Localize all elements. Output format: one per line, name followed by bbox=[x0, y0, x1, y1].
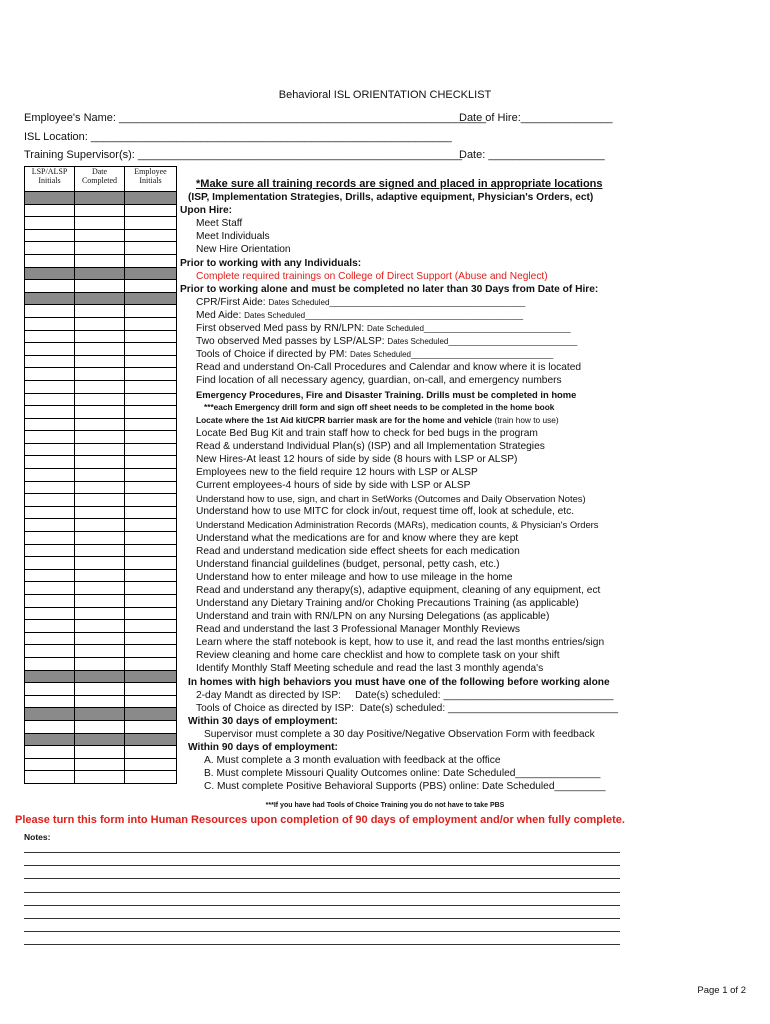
grid-row bbox=[25, 657, 177, 670]
employee-initials-cell[interactable] bbox=[125, 494, 177, 507]
grid-row bbox=[25, 418, 177, 431]
employee-initials-cell[interactable] bbox=[125, 532, 177, 545]
page-title: Behavioral ISL ORIENTATION CHECKLIST bbox=[278, 89, 492, 101]
lsp-initials-cell[interactable] bbox=[25, 695, 75, 708]
checklist-item: First observed Med pass by RN/LPN: Date Scheduled_________________________________ bbox=[196, 323, 571, 335]
lsp-initials-cell[interactable] bbox=[25, 355, 75, 368]
section-upon-hire: Upon Hire: bbox=[180, 205, 233, 217]
grid-row bbox=[25, 695, 177, 708]
lsp-initials-cell[interactable] bbox=[25, 254, 75, 267]
date-completed-cell[interactable] bbox=[75, 456, 125, 469]
isl-location-field[interactable]: ISL Location: ___________________________________________________________ bbox=[24, 131, 452, 143]
checklist-item: Understand how to use MITC for clock in/out, request time off, look at schedule, etc. bbox=[196, 506, 575, 518]
grid-row bbox=[25, 380, 177, 393]
lsp-initials-cell[interactable] bbox=[25, 418, 75, 431]
grid-row bbox=[25, 569, 177, 582]
date-completed-cell[interactable] bbox=[75, 280, 125, 293]
checklist-item: C. Must complete Positive Behavioral Supports (PBS) online: Date Scheduled_________ bbox=[204, 781, 606, 793]
checklist-subnote: ***each Emergency drill form and sign off sheet needs to be completed in the home book bbox=[204, 401, 555, 412]
employee-initials-cell[interactable] bbox=[125, 519, 177, 532]
date-completed-cell[interactable] bbox=[75, 254, 125, 267]
lsp-initials-cell[interactable] bbox=[25, 607, 75, 620]
employee-initials-cell[interactable] bbox=[125, 305, 177, 318]
date-completed-cell[interactable] bbox=[75, 217, 125, 230]
grid-row bbox=[25, 305, 177, 318]
checklist-item: Learn where the staff notebook is kept, how to use it, and read the last months entries/sign bbox=[196, 637, 605, 649]
grid-row bbox=[25, 456, 177, 469]
lsp-initials-cell[interactable] bbox=[25, 204, 75, 217]
lsp-initials-cell bbox=[25, 670, 75, 683]
date-completed-cell[interactable] bbox=[75, 506, 125, 519]
checklist-item: New Hire Orientation bbox=[196, 244, 291, 256]
date-completed-cell[interactable] bbox=[75, 431, 125, 444]
date-completed-cell[interactable] bbox=[75, 305, 125, 318]
date-field[interactable]: Date: ___________________ bbox=[459, 149, 605, 161]
grid-row bbox=[25, 469, 177, 482]
lsp-initials-cell[interactable] bbox=[25, 582, 75, 595]
lsp-initials-cell bbox=[25, 292, 75, 305]
date-completed-cell[interactable] bbox=[75, 481, 125, 494]
checklist-item: Understand financial guildelines (budget, personal, petty cash, etc.) bbox=[196, 558, 500, 570]
lsp-initials-cell[interactable] bbox=[25, 595, 75, 608]
employee-initials-cell[interactable] bbox=[125, 380, 177, 393]
grid-row bbox=[25, 758, 177, 771]
checklist-item: A. Must complete a 3 month evaluation with feedback at the office bbox=[204, 755, 501, 767]
date-completed-cell[interactable] bbox=[75, 355, 125, 368]
date-completed-cell[interactable] bbox=[75, 632, 125, 645]
lsp-initials-cell[interactable] bbox=[25, 280, 75, 293]
grid-row bbox=[25, 532, 177, 545]
checklist-item: Employees new to the field require 12 hours with LSP or ALSP bbox=[196, 467, 478, 479]
section-within-30-days: Within 30 days of employment: bbox=[188, 715, 338, 727]
grid-section-row bbox=[25, 292, 177, 305]
lsp-initials-cell[interactable] bbox=[25, 317, 75, 330]
date-completed-cell[interactable] bbox=[75, 317, 125, 330]
employee-initials-cell[interactable] bbox=[125, 746, 177, 759]
date-completed-cell[interactable] bbox=[75, 204, 125, 217]
checklist-item: Understand any Dietary Training and/or Choking Precautions Training (as applicable) bbox=[196, 598, 579, 609]
grid-row bbox=[25, 355, 177, 368]
date-completed-cell[interactable] bbox=[75, 406, 125, 419]
date-completed-cell[interactable] bbox=[75, 771, 125, 784]
employee-initials-cell[interactable] bbox=[125, 343, 177, 356]
lsp-initials-cell[interactable] bbox=[25, 494, 75, 507]
date-completed-cell[interactable] bbox=[75, 494, 125, 507]
date-completed-cell[interactable] bbox=[75, 695, 125, 708]
lsp-initials-cell[interactable] bbox=[25, 569, 75, 582]
lsp-initials-cell bbox=[25, 733, 75, 746]
employee-initials-cell[interactable] bbox=[125, 758, 177, 771]
grid-row bbox=[25, 632, 177, 645]
employee-initials-cell[interactable] bbox=[125, 607, 177, 620]
date-completed-cell[interactable] bbox=[75, 380, 125, 393]
grid-section-row bbox=[25, 670, 177, 683]
employee-initials-cell[interactable] bbox=[125, 456, 177, 469]
grid-row bbox=[25, 746, 177, 759]
checklist-item: Current employees-4 hours of side by side with LSP or ALSP bbox=[196, 480, 471, 492]
col-lsp-alsp-initials: LSP/ALSP Initials bbox=[25, 167, 75, 192]
employee-initials-cell[interactable] bbox=[125, 481, 177, 494]
lsp-initials-cell[interactable] bbox=[25, 380, 75, 393]
grid-row bbox=[25, 229, 177, 242]
checklist-item: Review cleaning and home care checklist and how to complete task on your shift bbox=[196, 650, 560, 662]
grid-row bbox=[25, 280, 177, 293]
notes-line[interactable] bbox=[24, 852, 620, 853]
lsp-initials-cell[interactable] bbox=[25, 481, 75, 494]
checklist-item: Understand Medication Administration Records (MARs), medication counts, & Physician's Orders bbox=[196, 519, 599, 531]
lsp-initials-cell[interactable] bbox=[25, 519, 75, 532]
employee-initials-cell[interactable] bbox=[125, 368, 177, 381]
employee-name-field[interactable]: Employee's Name: ____________________________________________________________ bbox=[24, 112, 487, 124]
lsp-initials-cell[interactable] bbox=[25, 532, 75, 545]
date-completed-cell[interactable] bbox=[75, 330, 125, 343]
lsp-initials-cell[interactable] bbox=[25, 229, 75, 242]
checklist-item: Med Aide: Dates Scheduled_________________________________________________ bbox=[196, 309, 524, 321]
employee-initials-cell[interactable] bbox=[125, 254, 177, 267]
grid-header-row bbox=[25, 167, 177, 192]
tools-of-choice-note: ***If you have had Tools of Choice Training you do not have to take PBS bbox=[265, 802, 505, 809]
employee-initials-cell[interactable] bbox=[125, 657, 177, 670]
employee-initials-cell[interactable] bbox=[125, 406, 177, 419]
grid-section-row bbox=[25, 708, 177, 721]
checklist-item: CPR/First Aide: Dates Scheduled____________________________________________ bbox=[196, 296, 526, 308]
grid-row bbox=[25, 771, 177, 784]
employee-initials-cell bbox=[125, 192, 177, 205]
grid-row bbox=[25, 217, 177, 230]
employee-initials-cell[interactable] bbox=[125, 204, 177, 217]
employee-initials-cell[interactable] bbox=[125, 695, 177, 708]
checklist-item: Read and understand the last 3 Professional Manager Monthly Reviews bbox=[196, 624, 520, 636]
employee-initials-cell[interactable] bbox=[125, 229, 177, 242]
date-completed-cell bbox=[75, 708, 125, 721]
col-employee-initials: Employee Initials bbox=[125, 167, 177, 192]
checklist-item: Understand how to enter mileage and how to use mileage in the home bbox=[196, 571, 513, 583]
instruction-subnote: (ISP, Implementation Strategies, Drills, adaptive equipment, Physician's Orders, ect) bbox=[188, 192, 594, 204]
lsp-initials-cell[interactable] bbox=[25, 469, 75, 482]
grid-row bbox=[25, 330, 177, 343]
checklist-item: Understand how to use, sign, and chart in SetWorks (Outcomes and Daily Observation Notes) bbox=[196, 493, 586, 505]
checklist-item: Emergency Procedures, Fire and Disaster Training. Drills must be completed in home bbox=[196, 388, 577, 400]
date-completed-cell[interactable] bbox=[75, 418, 125, 431]
date-of-hire-field[interactable]: Date of Hire:_______________ bbox=[459, 112, 613, 124]
checklist-item: B. Must complete Missouri Quality Outcomes online: Date Scheduled_______________ bbox=[204, 768, 601, 780]
grid-row bbox=[25, 557, 177, 570]
employee-initials-cell[interactable] bbox=[125, 557, 177, 570]
checklist-item: Read and understand medication side effect sheets for each medication bbox=[196, 545, 520, 557]
employee-initials-cell[interactable] bbox=[125, 443, 177, 456]
notes-label: Notes: bbox=[24, 832, 51, 842]
employee-initials-cell[interactable] bbox=[125, 620, 177, 633]
lsp-initials-cell[interactable] bbox=[25, 544, 75, 557]
checklist-item: Tools of Choice as directed by ISP: Date(s) scheduled: ______________________________ bbox=[196, 702, 618, 714]
instruction-note: *Make sure all training records are signed and placed in appropriate locations bbox=[196, 178, 603, 190]
notes-line[interactable] bbox=[24, 944, 620, 945]
employee-initials-cell[interactable] bbox=[125, 317, 177, 330]
lsp-initials-cell[interactable] bbox=[25, 657, 75, 670]
employee-initials-cell[interactable] bbox=[125, 355, 177, 368]
checklist-item: Two observed Med passes by LSP/ALSP: Dates Scheduled_____________________________ bbox=[196, 336, 578, 348]
col-date-completed: Date Completed bbox=[75, 167, 125, 192]
lsp-initials-cell bbox=[25, 192, 75, 205]
employee-initials-cell[interactable] bbox=[125, 595, 177, 608]
grid-row bbox=[25, 582, 177, 595]
grid-row bbox=[25, 683, 177, 696]
checklist-item: New Hires-At least 12 hours of side by side (8 hours with LSP or ALSP) bbox=[196, 453, 518, 465]
date-completed-cell[interactable] bbox=[75, 242, 125, 255]
grid-row bbox=[25, 242, 177, 255]
lsp-initials-cell[interactable] bbox=[25, 431, 75, 444]
employee-initials-cell[interactable] bbox=[125, 242, 177, 255]
notes-line[interactable] bbox=[24, 865, 620, 866]
lsp-initials-cell[interactable] bbox=[25, 456, 75, 469]
checklist-item-required: Complete required trainings on College of Direct Support (Abuse and Neglect) bbox=[196, 270, 548, 282]
employee-initials-cell[interactable] bbox=[125, 544, 177, 557]
date-completed-cell[interactable] bbox=[75, 720, 125, 733]
checklist-item: Supervisor must complete a 30 day Positive/Negative Observation Form with feedback bbox=[204, 728, 595, 740]
checklist-item: Understand and train with RN/LPN on any Nursing Delegations (as applicable) bbox=[196, 611, 550, 623]
date-completed-cell[interactable] bbox=[75, 443, 125, 456]
date-completed-cell[interactable] bbox=[75, 393, 125, 406]
lsp-initials-cell bbox=[25, 708, 75, 721]
grid-row bbox=[25, 506, 177, 519]
date-completed-cell[interactable] bbox=[75, 758, 125, 771]
employee-initials-cell[interactable] bbox=[125, 645, 177, 658]
date-completed-cell[interactable] bbox=[75, 746, 125, 759]
employee-initials-cell bbox=[125, 267, 177, 280]
checklist-item: Read and understand On-Call Procedures and Calendar and know where it is located bbox=[196, 362, 582, 374]
date-completed-cell[interactable] bbox=[75, 569, 125, 582]
notes-line[interactable] bbox=[24, 878, 620, 879]
date-completed-cell bbox=[75, 670, 125, 683]
grid-section-row bbox=[25, 192, 177, 205]
date-completed-cell[interactable] bbox=[75, 607, 125, 620]
date-completed-cell[interactable] bbox=[75, 657, 125, 670]
grid-row bbox=[25, 620, 177, 633]
grid-row bbox=[25, 317, 177, 330]
checklist-item: Meet Individuals bbox=[196, 231, 270, 243]
lsp-initials-cell[interactable] bbox=[25, 368, 75, 381]
lsp-initials-cell[interactable] bbox=[25, 683, 75, 696]
grid-row bbox=[25, 393, 177, 406]
date-completed-cell[interactable] bbox=[75, 519, 125, 532]
notes-line[interactable] bbox=[24, 918, 620, 919]
date-completed-cell[interactable] bbox=[75, 557, 125, 570]
date-completed-cell[interactable] bbox=[75, 620, 125, 633]
lsp-initials-cell[interactable] bbox=[25, 557, 75, 570]
date-completed-cell[interactable] bbox=[75, 645, 125, 658]
employee-initials-cell[interactable] bbox=[125, 582, 177, 595]
grid-row bbox=[25, 519, 177, 532]
lsp-initials-cell bbox=[25, 267, 75, 280]
lsp-initials-cell[interactable] bbox=[25, 443, 75, 456]
lsp-initials-cell[interactable] bbox=[25, 758, 75, 771]
grid-row bbox=[25, 607, 177, 620]
grid-row bbox=[25, 443, 177, 456]
employee-initials-cell[interactable] bbox=[125, 393, 177, 406]
grid-row bbox=[25, 595, 177, 608]
page-number: Page 1 of 2 bbox=[697, 985, 746, 996]
grid-row bbox=[25, 204, 177, 217]
section-prior-to-working-alone: Prior to working alone and must be completed no later than 30 Days from Date of Hire: bbox=[180, 283, 599, 295]
employee-initials-cell bbox=[125, 292, 177, 305]
lsp-initials-cell[interactable] bbox=[25, 771, 75, 784]
checklist-item: Tools of Choice if directed by PM: Dates Scheduled________________________________ bbox=[196, 349, 554, 361]
lsp-initials-cell[interactable] bbox=[25, 343, 75, 356]
lsp-initials-cell[interactable] bbox=[25, 406, 75, 419]
grid-section-row bbox=[25, 733, 177, 746]
employee-initials-cell[interactable] bbox=[125, 506, 177, 519]
date-completed-cell bbox=[75, 192, 125, 205]
date-completed-cell bbox=[75, 267, 125, 280]
checklist-item: Meet Staff bbox=[196, 218, 243, 230]
date-completed-cell bbox=[75, 292, 125, 305]
checklist-item: Read and understand any therapy(s), adaptive equipment, cleaning of any equipment, ect bbox=[196, 584, 601, 596]
employee-initials-cell[interactable] bbox=[125, 569, 177, 582]
employee-initials-cell bbox=[125, 708, 177, 721]
employee-initials-cell[interactable] bbox=[125, 771, 177, 784]
grid-row bbox=[25, 431, 177, 444]
checklist-item: Locate where the 1st Aid kit/CPR barrier mask are for the home and vehicle (train how to use) bbox=[196, 414, 559, 425]
employee-initials-cell[interactable] bbox=[125, 280, 177, 293]
grid-row bbox=[25, 254, 177, 267]
lsp-initials-cell[interactable] bbox=[25, 242, 75, 255]
checklist-item: 2-day Mandt as directed by ISP: Date(s) scheduled: ______________________________ bbox=[196, 689, 614, 701]
lsp-initials-cell[interactable] bbox=[25, 217, 75, 230]
employee-initials-cell[interactable] bbox=[125, 431, 177, 444]
lsp-initials-cell[interactable] bbox=[25, 632, 75, 645]
grid-section-row bbox=[25, 267, 177, 280]
lsp-initials-cell[interactable] bbox=[25, 393, 75, 406]
employee-initials-cell bbox=[125, 670, 177, 683]
grid-row bbox=[25, 720, 177, 733]
grid-row bbox=[25, 343, 177, 356]
turn-in-instruction: Please turn this form into Human Resources upon completion of 90 days of employment and/or when fully complete. bbox=[15, 814, 625, 826]
grid-row bbox=[25, 368, 177, 381]
grid-row bbox=[25, 494, 177, 507]
date-completed-cell[interactable] bbox=[75, 582, 125, 595]
employee-initials-cell[interactable] bbox=[125, 469, 177, 482]
lsp-initials-cell[interactable] bbox=[25, 330, 75, 343]
employee-initials-cell[interactable] bbox=[125, 632, 177, 645]
checklist-item: Identify Monthly Staff Meeting schedule and read the last 3 monthly agenda's bbox=[196, 663, 544, 675]
date-completed-cell bbox=[75, 733, 125, 746]
checklist-item: Understand what the medications are for and know where they are kept bbox=[196, 532, 519, 544]
grid-row bbox=[25, 544, 177, 557]
checklist-item: Find location of all necessary agency, guardian, on-call, and emergency numbers bbox=[196, 375, 562, 387]
date-completed-cell[interactable] bbox=[75, 368, 125, 381]
section-prior-to-working: Prior to working with any Individuals: bbox=[180, 257, 362, 269]
grid-row bbox=[25, 645, 177, 658]
training-supervisor-field[interactable]: Training Supervisor(s): _____________________________________________________ bbox=[24, 149, 463, 161]
grid-row bbox=[25, 481, 177, 494]
notes-line[interactable] bbox=[24, 931, 620, 932]
section-within-90-days: Within 90 days of employment: bbox=[188, 742, 338, 754]
employee-initials-cell[interactable] bbox=[125, 217, 177, 230]
date-completed-cell[interactable] bbox=[75, 544, 125, 557]
employee-initials-cell[interactable] bbox=[125, 330, 177, 343]
grid-row bbox=[25, 406, 177, 419]
lsp-initials-cell[interactable] bbox=[25, 720, 75, 733]
employee-initials-cell[interactable] bbox=[125, 720, 177, 733]
section-high-behaviors: In homes with high behaviors you must have one of the following before working alone bbox=[188, 676, 610, 688]
notes-line[interactable] bbox=[24, 905, 620, 906]
lsp-initials-cell[interactable] bbox=[25, 620, 75, 633]
date-completed-cell[interactable] bbox=[75, 683, 125, 696]
lsp-initials-cell[interactable] bbox=[25, 645, 75, 658]
checklist-items bbox=[180, 178, 620, 793]
lsp-initials-cell[interactable] bbox=[25, 506, 75, 519]
checklist-initials-grid bbox=[24, 166, 177, 784]
date-completed-cell[interactable] bbox=[75, 532, 125, 545]
employee-initials-cell[interactable] bbox=[125, 683, 177, 696]
checklist-item: Read & understand Individual Plan(s) (ISP) and all Implementation Strategies bbox=[196, 440, 545, 452]
lsp-initials-cell[interactable] bbox=[25, 305, 75, 318]
employee-initials-cell bbox=[125, 733, 177, 746]
notes-line[interactable] bbox=[24, 892, 620, 893]
date-completed-cell[interactable] bbox=[75, 595, 125, 608]
checklist-item: Locate Bed Bug Kit and train staff how to check for bed bugs in the program bbox=[196, 427, 538, 439]
lsp-initials-cell[interactable] bbox=[25, 746, 75, 759]
date-completed-cell[interactable] bbox=[75, 343, 125, 356]
date-completed-cell[interactable] bbox=[75, 229, 125, 242]
date-completed-cell[interactable] bbox=[75, 469, 125, 482]
employee-initials-cell[interactable] bbox=[125, 418, 177, 431]
